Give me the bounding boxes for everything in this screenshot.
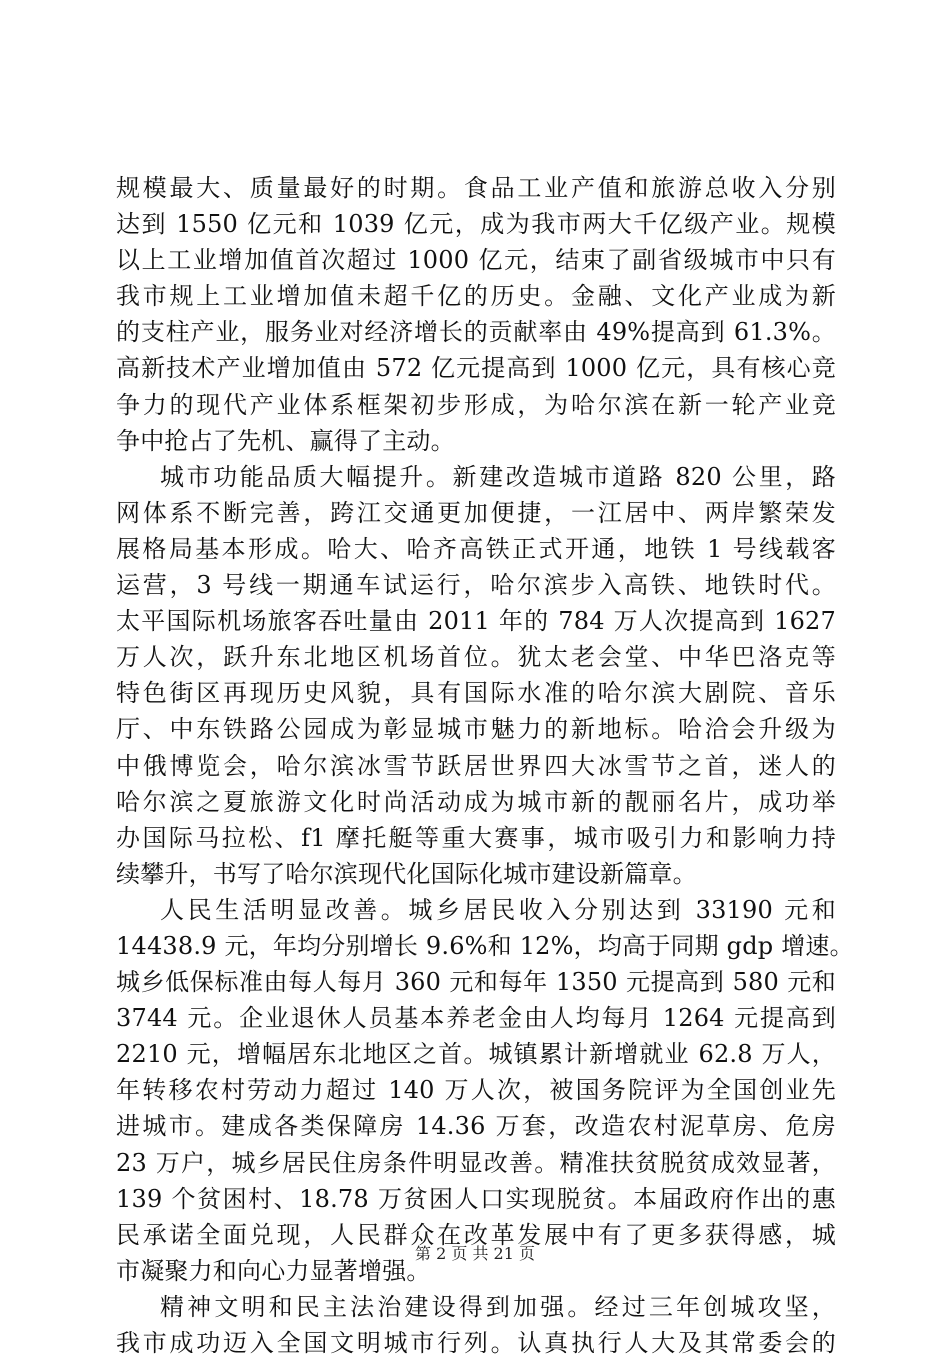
page-footer: 第 2 页 共 21 页 <box>415 1244 535 1263</box>
text-line: 争中抢占了先机、赢得了主动。 <box>116 426 455 455</box>
text-line: 哈尔滨之夏旅游文化时尚活动成为城市新的靓丽名片，成功举 <box>116 787 836 816</box>
text-line: 特色街区再现历史风貌，具有国际水准的哈尔滨大剧院、音乐 <box>116 679 836 708</box>
text-line: 14438.9 元，年均分别增长 9.6%和 12%，均高于同期 gdp 增速。 <box>116 931 854 960</box>
text-line: 万人次，跃升东北地区机场首位。犹太老会堂、中华巴洛克等 <box>116 643 836 672</box>
document-body <box>116 170 854 1361</box>
text-line: 运营，3 号线一期通车试运行，哈尔滨步入高铁、地铁时代。 <box>116 571 836 600</box>
text-line: 人民生活明显改善。城乡居民收入分别达到 33190 元和 <box>160 895 836 924</box>
text-line: 争力的现代产业体系框架初步形成，为哈尔滨在新一轮产业竞 <box>116 390 836 419</box>
text-line: 高新技术产业增加值由 572 亿元提高到 1000 亿元，具有核心竞 <box>116 354 836 383</box>
text-line: 进城市。建成各类保障房 14.36 万套，改造农村泥草房、危房 <box>116 1112 836 1141</box>
text-line: 城乡低保标准由每人每月 360 元和每年 1350 元提高到 580 元和 <box>116 968 836 997</box>
text-line: 精神文明和民主法治建设得到加强。经过三年创城攻坚， <box>160 1292 836 1321</box>
text-line: 我市规上工业增加值未超千亿的历史。金融、文化产业成为新 <box>116 282 836 311</box>
text-line: 续攀升，书写了哈尔滨现代化国际化城市建设新篇章。 <box>116 859 697 888</box>
text-line: 展格局基本形成。哈大、哈齐高铁正式开通，地铁 1 号线载客 <box>116 534 836 563</box>
text-line: 年转移农村劳动力超过 140 万人次，被国务院评为全国创业先 <box>116 1076 836 1105</box>
text-line: 办国际马拉松、f1 摩托艇等重大赛事，城市吸引力和影响力持 <box>116 823 836 852</box>
text-line: 规模最大、质量最好的时期。食品工业产值和旅游总收入分别 <box>116 174 836 202</box>
text-line: 以上工业增加值首次超过 1000 亿元，结束了副省级城市中只有 <box>116 246 836 275</box>
text-line: 3744 元。企业退休人员基本养老金由人均每月 1264 元提高到 <box>116 1004 836 1033</box>
text-line: 太平国际机场旅客吞吐量由 2011 年的 784 万人次提高到 1627 <box>116 607 836 636</box>
text-line: 139 个贫困村、18.78 万贫困人口实现脱贫。本届政府作出的惠 <box>116 1184 836 1213</box>
text-line: 23 万户，城乡居民住房条件明显改善。精准扶贫脱贫成效显著， <box>116 1148 836 1177</box>
text-line: 城市功能品质大幅提升。新建改造城市道路 820 公里，路 <box>160 462 836 491</box>
text-line: 网体系不断完善，跨江交通更加便捷，一江居中、两岸繁荣发 <box>116 498 836 527</box>
text-line: 厅、中东铁路公园成为彰显城市魅力的新地标。哈洽会升级为 <box>116 715 836 744</box>
text-line: 中俄博览会，哈尔滨冰雪节跃居世界四大冰雪节之首，迷人的 <box>116 751 836 780</box>
text-line: 2210 元，增幅居东北地区之首。城镇累计新增就业 62.8 万人， <box>116 1040 836 1069</box>
text-line: 民承诺全面兑现，人民群众在改革发展中有了更多获得感，城 <box>116 1220 836 1249</box>
text-line: 的支柱产业，服务业对经济增长的贡献率由 49%提高到 61.3%。 <box>116 318 836 347</box>
text-line: 我市成功迈入全国文明城市行列。认真执行人大及其常委会的 <box>116 1329 836 1357</box>
text-line: 达到 1550 亿元和 1039 亿元，成为我市两大千亿级产业。规模 <box>116 210 836 239</box>
text-line: 市凝聚力和向心力显著增强。 <box>116 1256 431 1285</box>
